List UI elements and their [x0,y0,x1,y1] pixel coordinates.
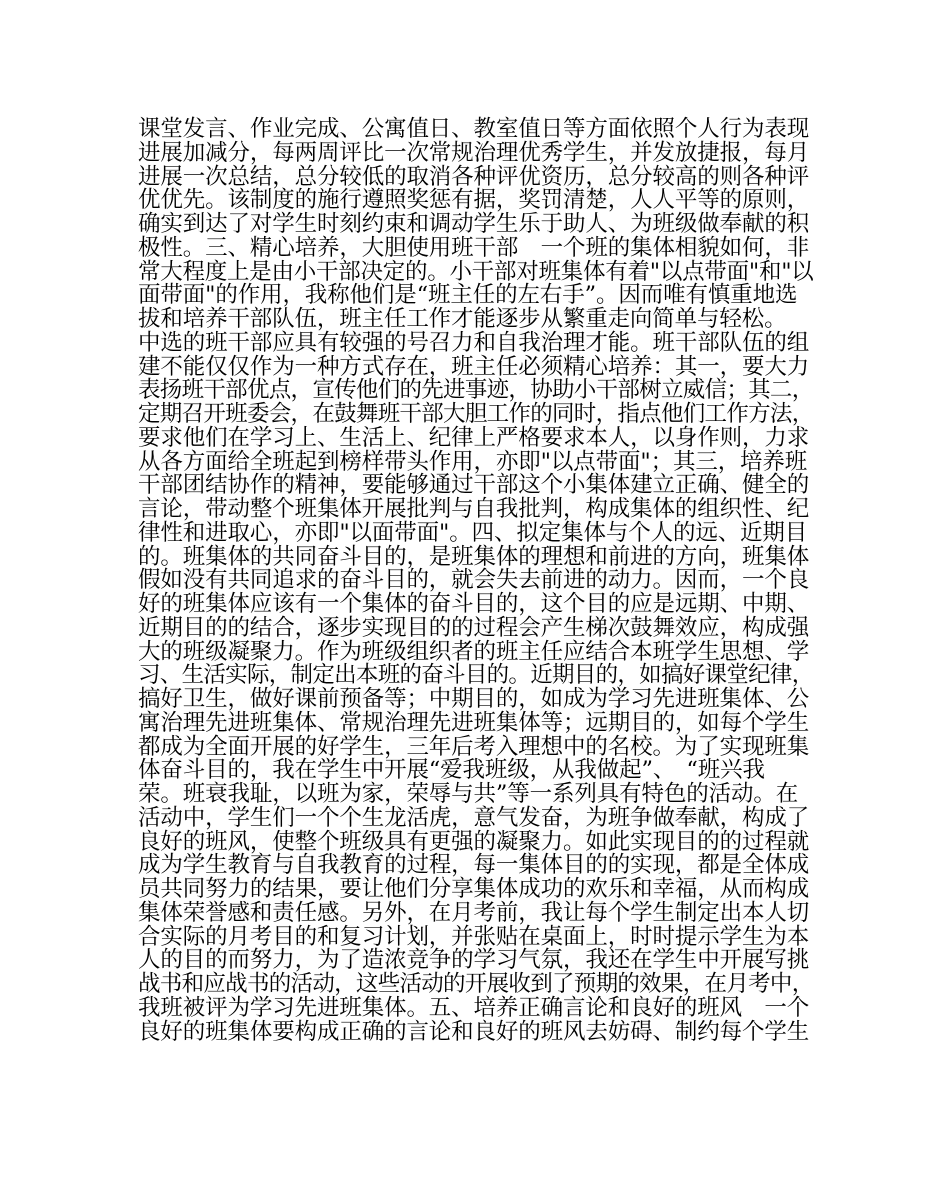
text-line: 良好的班集体要构成正确的言论和良好的班风去妨碍、制约每个学生 [138,1018,810,1045]
text-line: 表扬班干部优点，宣传他们的先进事迹，协助小干部树立威信；其二， [138,377,814,404]
text-line: 荣。班衰我耻，以班为家，荣辱与共”等一系列具有特色的活动。在 [138,781,799,807]
text-line: 定期召开班委会，在鼓舞班干部大胆工作的同时，指点他们工作方法， [138,401,814,427]
text-line: 寓治理先进班集体、常规治理先进班集体等；远期目的，如每个学生 [138,709,810,736]
text-line: 员共同努力的结果，要让他们分享集体成功的欢乐和幸福，从而构成 [138,876,810,902]
text-line: 极性。三、精心培养，大胆使用班干部 一个班的集体相貌如何，非 [138,234,810,261]
text-line: 从各方面给全班起到榜样带头作用，亦即"以点带面"；其三，培养班 [138,448,808,475]
text-line: 战书和应战书的活动，这些活动的开展收到了预期的效果，在月考中， [138,971,814,997]
text-line: 确实到达了对学生时刻约束和调动学生乐于助人、为班级做奉献的积 [138,211,810,237]
text-line: 近期目的的结合，逐步实现目的的过程会产生梯次鼓舞效应，构成强 [138,614,810,641]
text-line: 建不能仅仅作为一种方式存在，班主任必须精心培养：其一，要大力 [138,353,810,380]
text-line: 言论，带动整个班集体开展批判与自我批判，构成集体的组织性、纪 [138,496,810,522]
text-line: 成为学生教育与自我教育的过程，每一集体目的的实现，都是全体成 [138,852,810,879]
text-line: 大的班级凝聚力。作为班级组织者的班主任应结合本班学生思想、学 [138,638,810,665]
text-line: 活动中，学生们一个个生龙活虎，意气发奋，为班争做奉献，构成了 [138,804,810,831]
text-line: 好的班集体应该有一个集体的奋斗目的，这个目的应是远期、中期、 [138,591,810,617]
text-line: 良好的班风，使整个班级具有更强的凝聚力。如此实现目的的过程就 [138,828,810,855]
text-line: 课堂发言、作业完成、公寓值日、教室值日等方面依照个人行为表现 [138,116,810,142]
text-line: 干部团结协作的精神，要能够通过干部这个小集体建立正确、健全的 [138,472,810,499]
text-line: 的。班集体的共同奋斗目的，是班集体的理想和前进的方向，班集体 [138,543,810,570]
text-line: 面带面"的作用，我称他们是“班主任的左右手”。因而唯有慎重地选 [138,282,798,309]
text-line: 常大程度上是由小干部决定的。小干部对班集体有着"以点带面"和"以 [138,258,814,285]
text-line: 人的目的而努力，为了造浓竞争的学习气氛，我还在学生中开展写挑 [138,947,810,974]
text-line: 体奋斗目的，我在学生中开展“爱我班级，从我做起”、 “班兴我 [138,757,765,784]
text-line: 进展加减分，每两周评比一次常规治理优秀学生，并发放捷报，每月 [138,139,810,166]
text-line: 进展一次总结，总分较低的取消各种评优资历，总分较高的则各种评 [138,163,810,190]
text-line: 集体荣誉感和责任感。另外，在月考前，我让每个学生制定出本人切 [138,899,810,926]
body-text [138,118,818,1044]
text-line: 中选的班干部应具有较强的号召力和自我治理才能。班干部队伍的组 [138,329,810,356]
text-line: 优优先。该制度的施行遵照奖惩有据，奖罚清楚，人人平等的原则， [138,187,810,214]
text-line: 搞好卫生，做好课前预备等；中期目的，如成为学习先进班集体、公 [138,686,810,712]
text-line: 拔和培养干部队伍，班主任工作才能逐步从繁重走向简单与轻松。 [138,306,787,332]
text-line: 合实际的月考目的和复习计划，并张贴在桌面上，时时提示学生为本 [138,923,810,950]
text-line: 习、生活实际，制定出本班的奋斗目的。近期目的，如搞好课堂纪律， [138,662,814,689]
text-line: 假如没有共同追求的奋斗目的，就会失去前进的动力。因而，一个良 [138,567,810,594]
text-line: 我班被评为学习先进班集体。五、培养正确言论和良好的班风 一个 [138,994,810,1021]
text-line: 律性和进取心，亦即"以面带面"。四、拟定集体与个人的远、近期目 [138,519,808,546]
text-line: 都成为全面开展的好学生，三年后考入理想中的名校。为了实现班集 [138,733,810,760]
text-line: 要求他们在学习上、生活上、纪律上严格要求本人，以身作则，力求 [138,424,810,451]
